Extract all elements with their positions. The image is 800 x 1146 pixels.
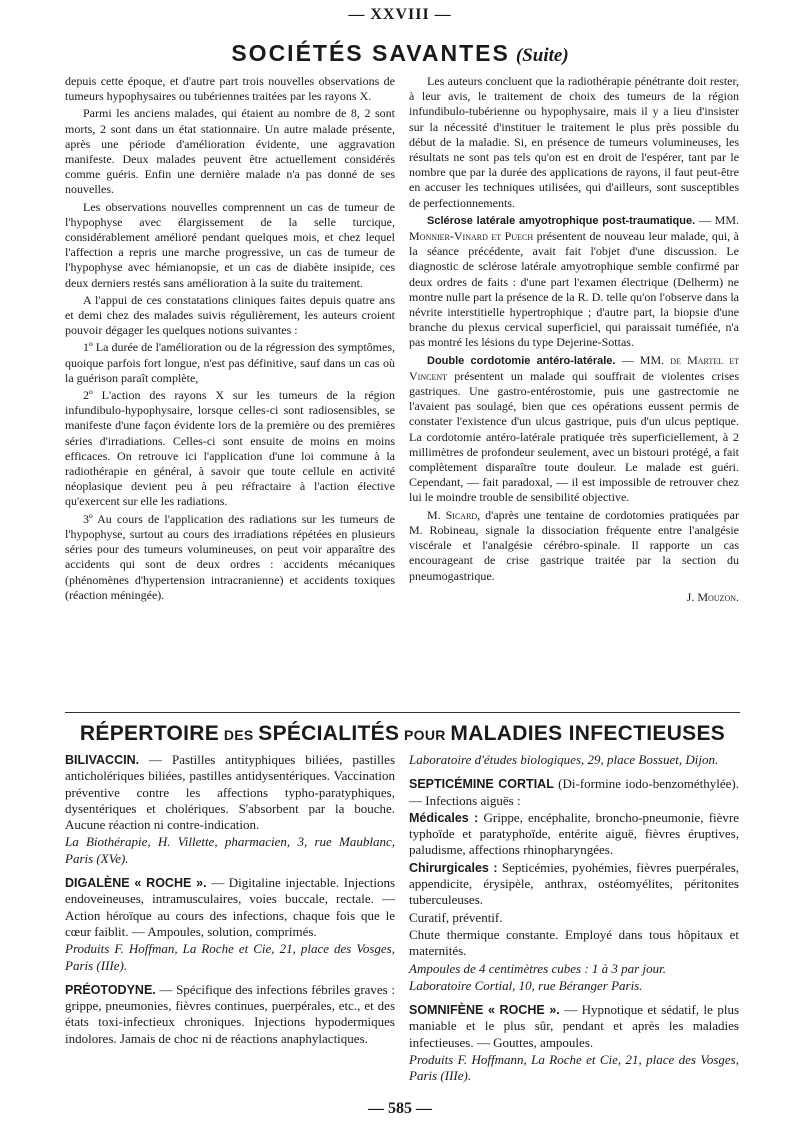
paragraph: 2º L'action des rayons X sur les tumeurs de la région infundibulo-hypophysaire, lorsque celles-ci sont radiosensibles, se manifeste d'une façon évidente lors de la première ou des premières séries d'irradiations. Celles-ci sont ensuite de moins en moins efficaces. On retrouve ici l'application d'une loi commune à la radiothérapie en général, à savoir que toute cellule en activité néoplasique devient peu à peu réfractaire à l'action élective qu'exercent sur elle les radiations. xyxy=(65,388,395,509)
entry-preotodyne-lab xyxy=(409,752,739,768)
entry-body: Grippe, encéphalite, broncho-pneumonie, fièvre typhoïde et paratyphoïde, entérite aiguë, fièvres éruptives, paludisme, affections rhinopharyngées. xyxy=(409,809,740,858)
entry-text xyxy=(409,860,739,909)
page-title xyxy=(0,40,800,67)
entry-digalene xyxy=(65,875,395,974)
paragraph: 3º Au cours de l'application des radiations sur les tumeurs de l'hypophyse, surtout au cours des irradiations répétées en plusieurs séries pour des tumeurs volumineuses, on peut voir apparaître des accidents qui sont de deux ordres : accidents mécaniques (phénomènes d'hypertension intracranienne) et accidents toxiques (réaction méningée). xyxy=(65,511,395,602)
repertoire-heading xyxy=(65,722,740,746)
entry-name: SOMNIFÈNE « ROCHE ». xyxy=(409,1003,560,1018)
entry-bilivaccin xyxy=(65,752,395,867)
heading-word: SPÉCIALITÉS xyxy=(258,722,400,745)
entry-lab: La Biothérapie, H. Villette, pharmacien, 3, rue Maublanc, Paris (XVe). xyxy=(65,834,395,866)
communication-authors: MM. Monnier-Vinard et Puech xyxy=(409,212,739,244)
entry-name: PRÉOTODYNE. xyxy=(65,982,156,997)
communication-sclerose: Sclérose latérale amyotrophique post-traumatique. — MM. Monnier-Vinard et Puech présentent de nouveau leur malade, qui, à la séance précédente, avait fait l'objet d'une discussion. Le diagnostic de sclérose latérale amyotrophique semble confirmé par deux ordres de faits : d'une part l'examen électrique (Delherm) ne montre nulle part la présence de la R. D. telle qu'on l'observe dans la névrite interstitielle hypertrophique ; d'autre part, la biopsie d'une branche du plexus cervical superficiel, qui paraissait tuméfiée, n'a pas montré les lésions du type Dejerine-Sottas. xyxy=(409,212,739,350)
entry-lab: Laboratoire Cortial, 10, rue Béranger Paris. xyxy=(409,977,643,993)
entry-body: (Di-formine iodo-benzométhylée). — Infections aiguës : xyxy=(409,776,740,808)
communication-body: présentent de nouveau leur malade, qui, à la séance précédente, avait fait l'objet d'une discussion. Le diagnostic de sclérose latérale amyotrophique semble confirmé par deux ordres de faits : d'une part l'examen électrique (Delherm) ne montre nulle part la présence de la R. D. telle qu'on l'observe dans la névrite interstitielle hypertrophique ; d'autre part, la biopsie d'une branche du plexus cervical superficiel, qui paraissait tuméfiée, n'a pas montré les lésions du type Dejerine-Sottas. xyxy=(409,229,739,350)
entry-name: BILIVACCIN. xyxy=(65,753,140,767)
page-folio-roman: — XXVIII — xyxy=(348,6,452,23)
entry-text xyxy=(409,776,739,809)
paragraph: Les auteurs concluent que la radiothérapie pénétrante doit rester, à leur avis, le traitement de choix des tumeurs de la région infundibulo-tubérienne ou hypophysaire, mais il y a lieu d'insister sur la nécessité d'instituer le traitement le plus près possible du début de la maladie. Si, en présence de tumeurs volumineuses, les résultats ne sont pas tels qu'on est en droit de l'espérer, tant par le nombre que par la durée des applications de rayons, il faut peut-être en accuser les techniques utilisées, qui d'ailleurs, sont susceptibles de perfectionnements. xyxy=(409,74,739,210)
heading-word: RÉPERTOIRE xyxy=(79,722,220,745)
paragraph: depuis cette époque, et d'autre part trois nouvelles observations de tumeurs hypophysaires ou tubériennes traitées par les rayons X. xyxy=(65,74,395,104)
bottom-left-column xyxy=(65,752,395,1055)
paragraph: A l'appui de ces constatations cliniques faites depuis quatre ans et demi chez des malades suivis régulièrement, les auteurs croient pouvoir dégager les quelques notions suivantes : xyxy=(65,292,395,338)
entry-text xyxy=(65,875,395,940)
communication-cordotomie: Double cordotomie antéro-latérale. — MM. de Martel et Vincent présentent un malade qui souffrait de violentes crises gastriques. Une gastro-entérostomie, puis une gastrectomie ne l'avaient pas soulagé, bien que ces opérations eussent permis de constater l'existence d'un ulcus gastrique, puis d'un ulcus peptique. La cordotomie antéro-latérale pratiquée très superficiellement, à 2 millimètres de profondeur seulement, avec un bistouri protégé, a fait complètement disparaître toute douleur. Le malade est guéri. Cependant, — fait paradoxal, — il est impossible de retrouver chez lui le moindre trouble de sensibilité objective. xyxy=(409,352,740,505)
entry-body: — Spécifique des infections fébriles graves : grippe, pneumonies, fièvres continues, puerpérales, etc., et des états toxi-infectieux chroniques. Injections hypodermiques indolores. Jamais de choc ni de réactions anaphylactiques. xyxy=(65,981,395,1046)
entry-lab: Produits F. Hoffmann, La Roche et Cie, 21, place des Vosges, Paris (IIIe). xyxy=(409,1052,739,1084)
entry-dosage: Ampoules de 4 centimètres cubes : 1 à 3 par jour. xyxy=(409,960,666,976)
communication-authors: M. Sicard xyxy=(427,507,478,522)
entry-body: Septicémies, pyohémies, fièvres puerpérales, appendicite, érysipèle, anthrax, ostéomyélites, péritonites tuberculeuses. xyxy=(409,859,740,908)
entry-body: — Digitaline injectable. Injections endoveineuses, intramusculaires, voies buccale, rectale. — Action héroïque au cours des infections, chaque fois que le cœur faiblit. — Ampoules, solution, comprimés. xyxy=(65,875,396,939)
bottom-right-column xyxy=(409,752,739,1093)
signature: J. Mouzon. xyxy=(686,589,739,604)
entry-text: Curatif, préventif. xyxy=(409,909,503,925)
heading-word: MALADIES INFECTIEUSES xyxy=(450,722,726,745)
top-left-column xyxy=(65,74,395,605)
entry-lab: Produits F. Hoffman, La Roche et Cie, 21, place des Vosges, Paris (IIIe). xyxy=(65,941,395,973)
communication-sicard xyxy=(409,508,739,584)
section-title-suite: (Suite) xyxy=(515,45,569,66)
entry-text: Chute thermique constante. Employé dans tous hôpitaux et maternités. xyxy=(409,926,739,959)
entry-text xyxy=(65,752,395,833)
heading-word: DES xyxy=(223,727,254,743)
entry-septicemine xyxy=(409,776,739,994)
entry-sublabel: Médicales : xyxy=(409,810,479,825)
entry-name: DIGALÈNE « ROCHE ». xyxy=(65,876,207,891)
entry-name: SEPTICÉMINE CORTIAL xyxy=(409,777,554,792)
top-right-column xyxy=(409,74,739,605)
entry-preotodyne xyxy=(65,982,395,1047)
entry-sublabel: Chirurgicales : xyxy=(409,860,498,875)
communication-authors: MM. de Martel et Vincent xyxy=(409,352,739,383)
communication-title: Double cordotomie antéro-latérale. xyxy=(427,354,616,367)
entry-lab: Laboratoire d'études biologiques, 29, place Bossuet, Dijon. xyxy=(409,752,719,767)
entry-body: — Hypnotique et sédatif, le plus maniable et le plus sûr, pendant et après les maladies infectieuses. — Gouttes, ampoules. xyxy=(409,1002,740,1050)
entry-body: — Pastilles antityphiques biliées, pastilles anticholériques biliées, pastilles antidysentériques. Vaccination préventive contre les affections typho-paratyphiques, dysentériques et cholériques. S'absorbent par la bouche. Aucune réaction ni contre-indication. xyxy=(65,752,396,833)
heading-word: POUR xyxy=(404,727,446,743)
page-number: — 585 — xyxy=(368,1100,432,1117)
section-title: SOCIÉTÉS SAVANTES xyxy=(231,40,510,66)
communication-body: présentent un malade qui souffrait de violentes crises gastriques. Une gastro-entérostomie, puis une gastrectomie ne l'avaient pas soulagé, bien que ces opérations eussent permis de constater l'existence d'un ulcus gastrique, puis d'un ulcus peptique. La cordotomie antéro-latérale pratiquée très superficiellement, à 2 millimètres de profondeur seulement, avec un bistouri protégé, a fait complètement disparaître toute douleur. Le malade est guéri. Cependant, — fait paradoxal, — il est impossible de retrouver chez lui le moindre trouble de sensibilité objective. xyxy=(409,368,740,505)
communication-title: Sclérose latérale amyotrophique post-traumatique. xyxy=(427,214,696,227)
entry-text xyxy=(409,810,739,859)
section-divider xyxy=(65,712,740,713)
entry-text xyxy=(409,1002,739,1051)
paragraph: 1º La durée de l'amélioration ou de la régression des symptômes, quoique parfois fort longue, n'est pas définitive, sauf dans un cas où la guérison paraît complète, xyxy=(65,340,395,385)
communication-body: , d'après une tentaine de cordotomies pratiquées par M. Robineau, signale la dissociation fréquente entre l'analgésie viscérale et l'analgésie cérébro-spinale. Il rapporte un cas encourageant de crise gastrique traitée par la section du pneumogastrique. xyxy=(409,507,739,583)
entry-somnifene xyxy=(409,1002,739,1084)
paragraph: Les observations nouvelles comprennent un cas de tumeur de l'hypophyse avec élargissement de la selle turcique, considérablement amélioré pendant quelques mois, et chez lequel l'affection a repris une marche progressive, un cas de tumeur de l'hypophyse avec hémianopsie, et un cas de diabète insipide, ces deux derniers restés sans amélioration à la suite du traitement. xyxy=(65,199,395,290)
entry-text xyxy=(65,982,395,1047)
paragraph: Parmi les anciens malades, qui étaient au nombre de 8, 2 sont morts, 2 sont dans un état stationnaire. Un autre malade présente, après une période d'amélioration évidente, une aggravation manifeste. Deux malades peuvent être actuellement considérés comme guéris. Enfin une dernière malade n'a pas donné de ses nouvelles. xyxy=(65,106,395,197)
